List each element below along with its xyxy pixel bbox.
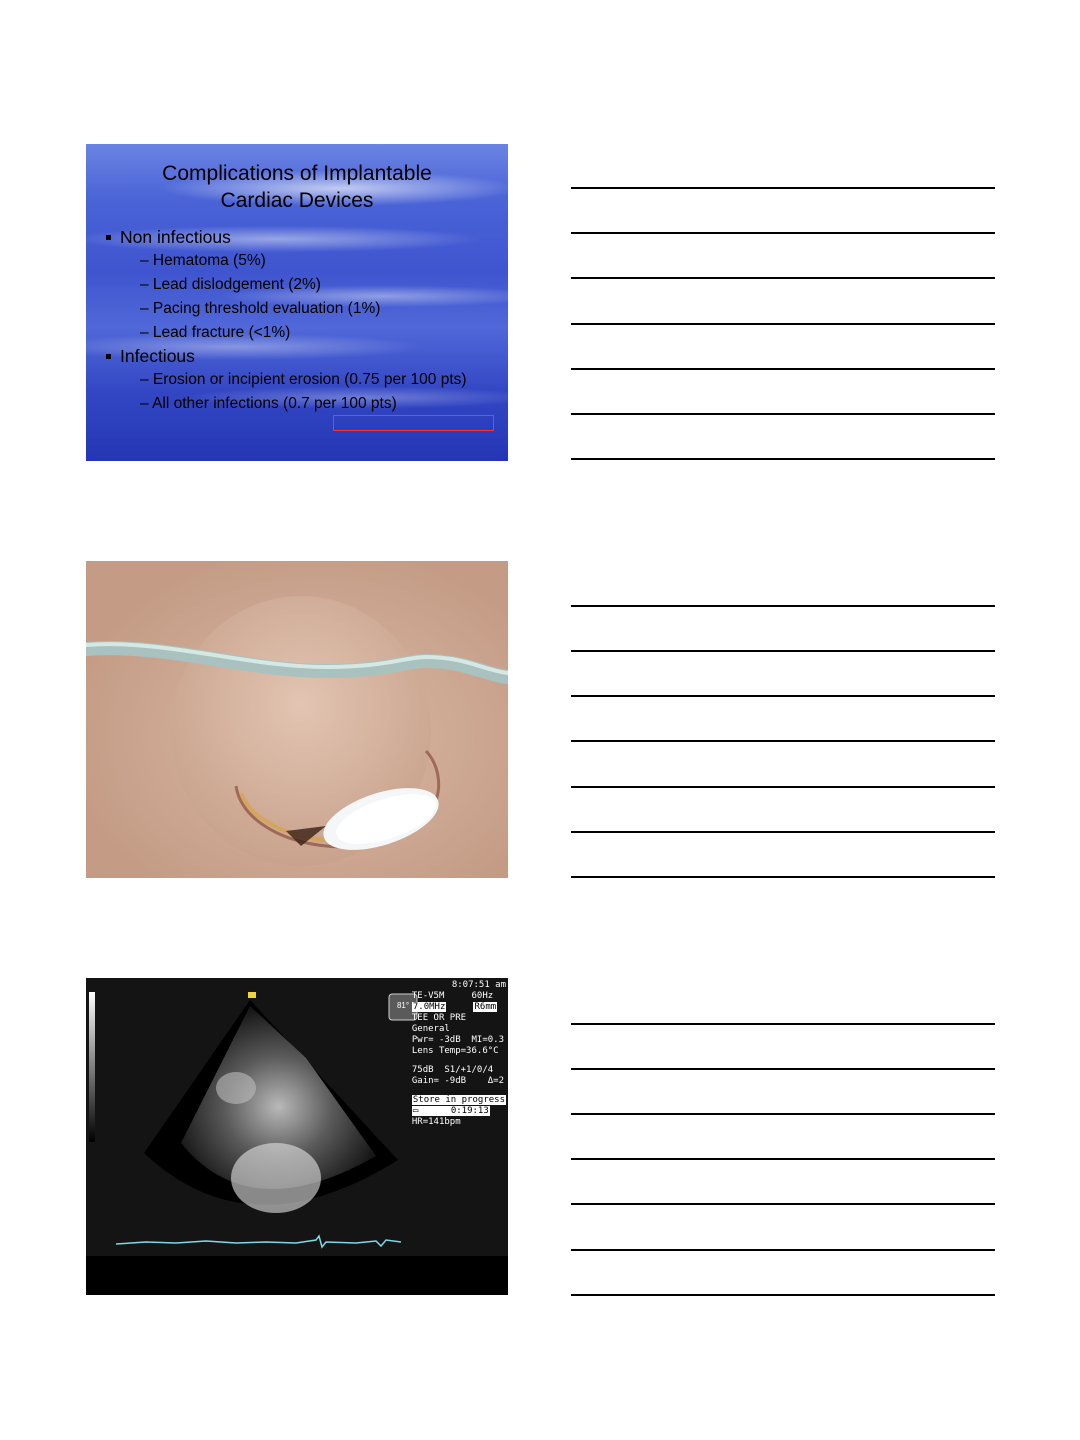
bullet-infectious (106, 345, 467, 368)
slide-title (86, 160, 508, 214)
overlay-freq: 7.0MHz (412, 1002, 446, 1012)
bullet-label: Non infectious (120, 227, 231, 247)
sub-bullet: – All other infections (0.7 per 100 pts) (140, 395, 397, 412)
overlay-hz: 60Hz (471, 991, 494, 1001)
erosion-photo (86, 561, 508, 878)
note-line (571, 1023, 995, 1025)
sub-bullet: – Pacing threshold evaluation (1%) (140, 300, 381, 317)
overlay-hr: HR=141bpm (411, 1117, 461, 1127)
note-line (571, 1249, 995, 1251)
sub-bullet: – Lead dislodgement (2%) (140, 276, 321, 293)
overlay-depth: R6mm (474, 1002, 497, 1012)
angle-label: 81° (396, 1001, 410, 1010)
highlight-box (333, 415, 494, 431)
overlay-clock: 0:19:13 (450, 1106, 489, 1116)
note-line (571, 831, 995, 833)
note-line (571, 1294, 995, 1296)
overlay-gain2: Gain= -9dB Δ=2 (411, 1076, 504, 1086)
bullet-square-icon (106, 354, 111, 359)
note-line (571, 323, 995, 325)
slide-erosion-photo (86, 561, 508, 878)
sub-bullet: – Hematoma (5%) (140, 252, 266, 269)
slide-echo (86, 978, 508, 1295)
note-line (571, 876, 995, 878)
overlay-mode: General (411, 1024, 450, 1034)
echo-overlay: 8:07:51 am TE-V5M 60Hz 7.0MHz R6mm TEE OR PRE General Pwr= -3dB MI=0.3 Lens Temp=36.6°C 75dB S1/+1/0/4 Gain= -9dB Δ=2 Store in progress ▭ 0:19:13 HR=141bpm (411, 980, 506, 1127)
sub-bullet: – Lead fracture (<1%) (140, 324, 291, 341)
overlay-store: Store in progress (412, 1095, 505, 1105)
note-line (571, 740, 995, 742)
note-line (571, 605, 995, 607)
bullet-non-infectious (106, 226, 467, 249)
bullet-square-icon (106, 235, 111, 240)
note-line (571, 458, 995, 460)
note-line (571, 1158, 995, 1160)
overlay-preset: TEE OR PRE (411, 1013, 467, 1023)
note-line (571, 1068, 995, 1070)
slide-title-line1: Complications of Implantable (162, 162, 432, 185)
overlay-probe-row (412, 991, 506, 1002)
note-line (571, 187, 995, 189)
slide-body (106, 226, 467, 416)
overlay-gain1: 75dB S1/+1/0/4 (411, 1065, 494, 1075)
overlay-freq-row (412, 1002, 506, 1013)
note-line (571, 413, 995, 415)
overlay-probe: TE-V5M (411, 991, 445, 1001)
note-line (571, 1113, 995, 1115)
note-line (571, 277, 995, 279)
note-line (571, 232, 995, 234)
sub-bullet: – Erosion or incipient erosion (0.75 per 100 pts) (140, 371, 467, 388)
note-line (571, 368, 995, 370)
overlay-power: Pwr= -3dB MI=0.3 (411, 1035, 504, 1045)
note-line (571, 650, 995, 652)
slide-title-line2: Cardiac Devices (220, 189, 374, 212)
bullet-label: Infectious (120, 346, 195, 366)
note-line (571, 1203, 995, 1205)
slide-complications (86, 144, 508, 461)
overlay-lens: Lens Temp=36.6°C (411, 1046, 499, 1056)
overlay-time: 8:07:51 am (451, 980, 506, 990)
note-line (571, 695, 995, 697)
note-line (571, 786, 995, 788)
